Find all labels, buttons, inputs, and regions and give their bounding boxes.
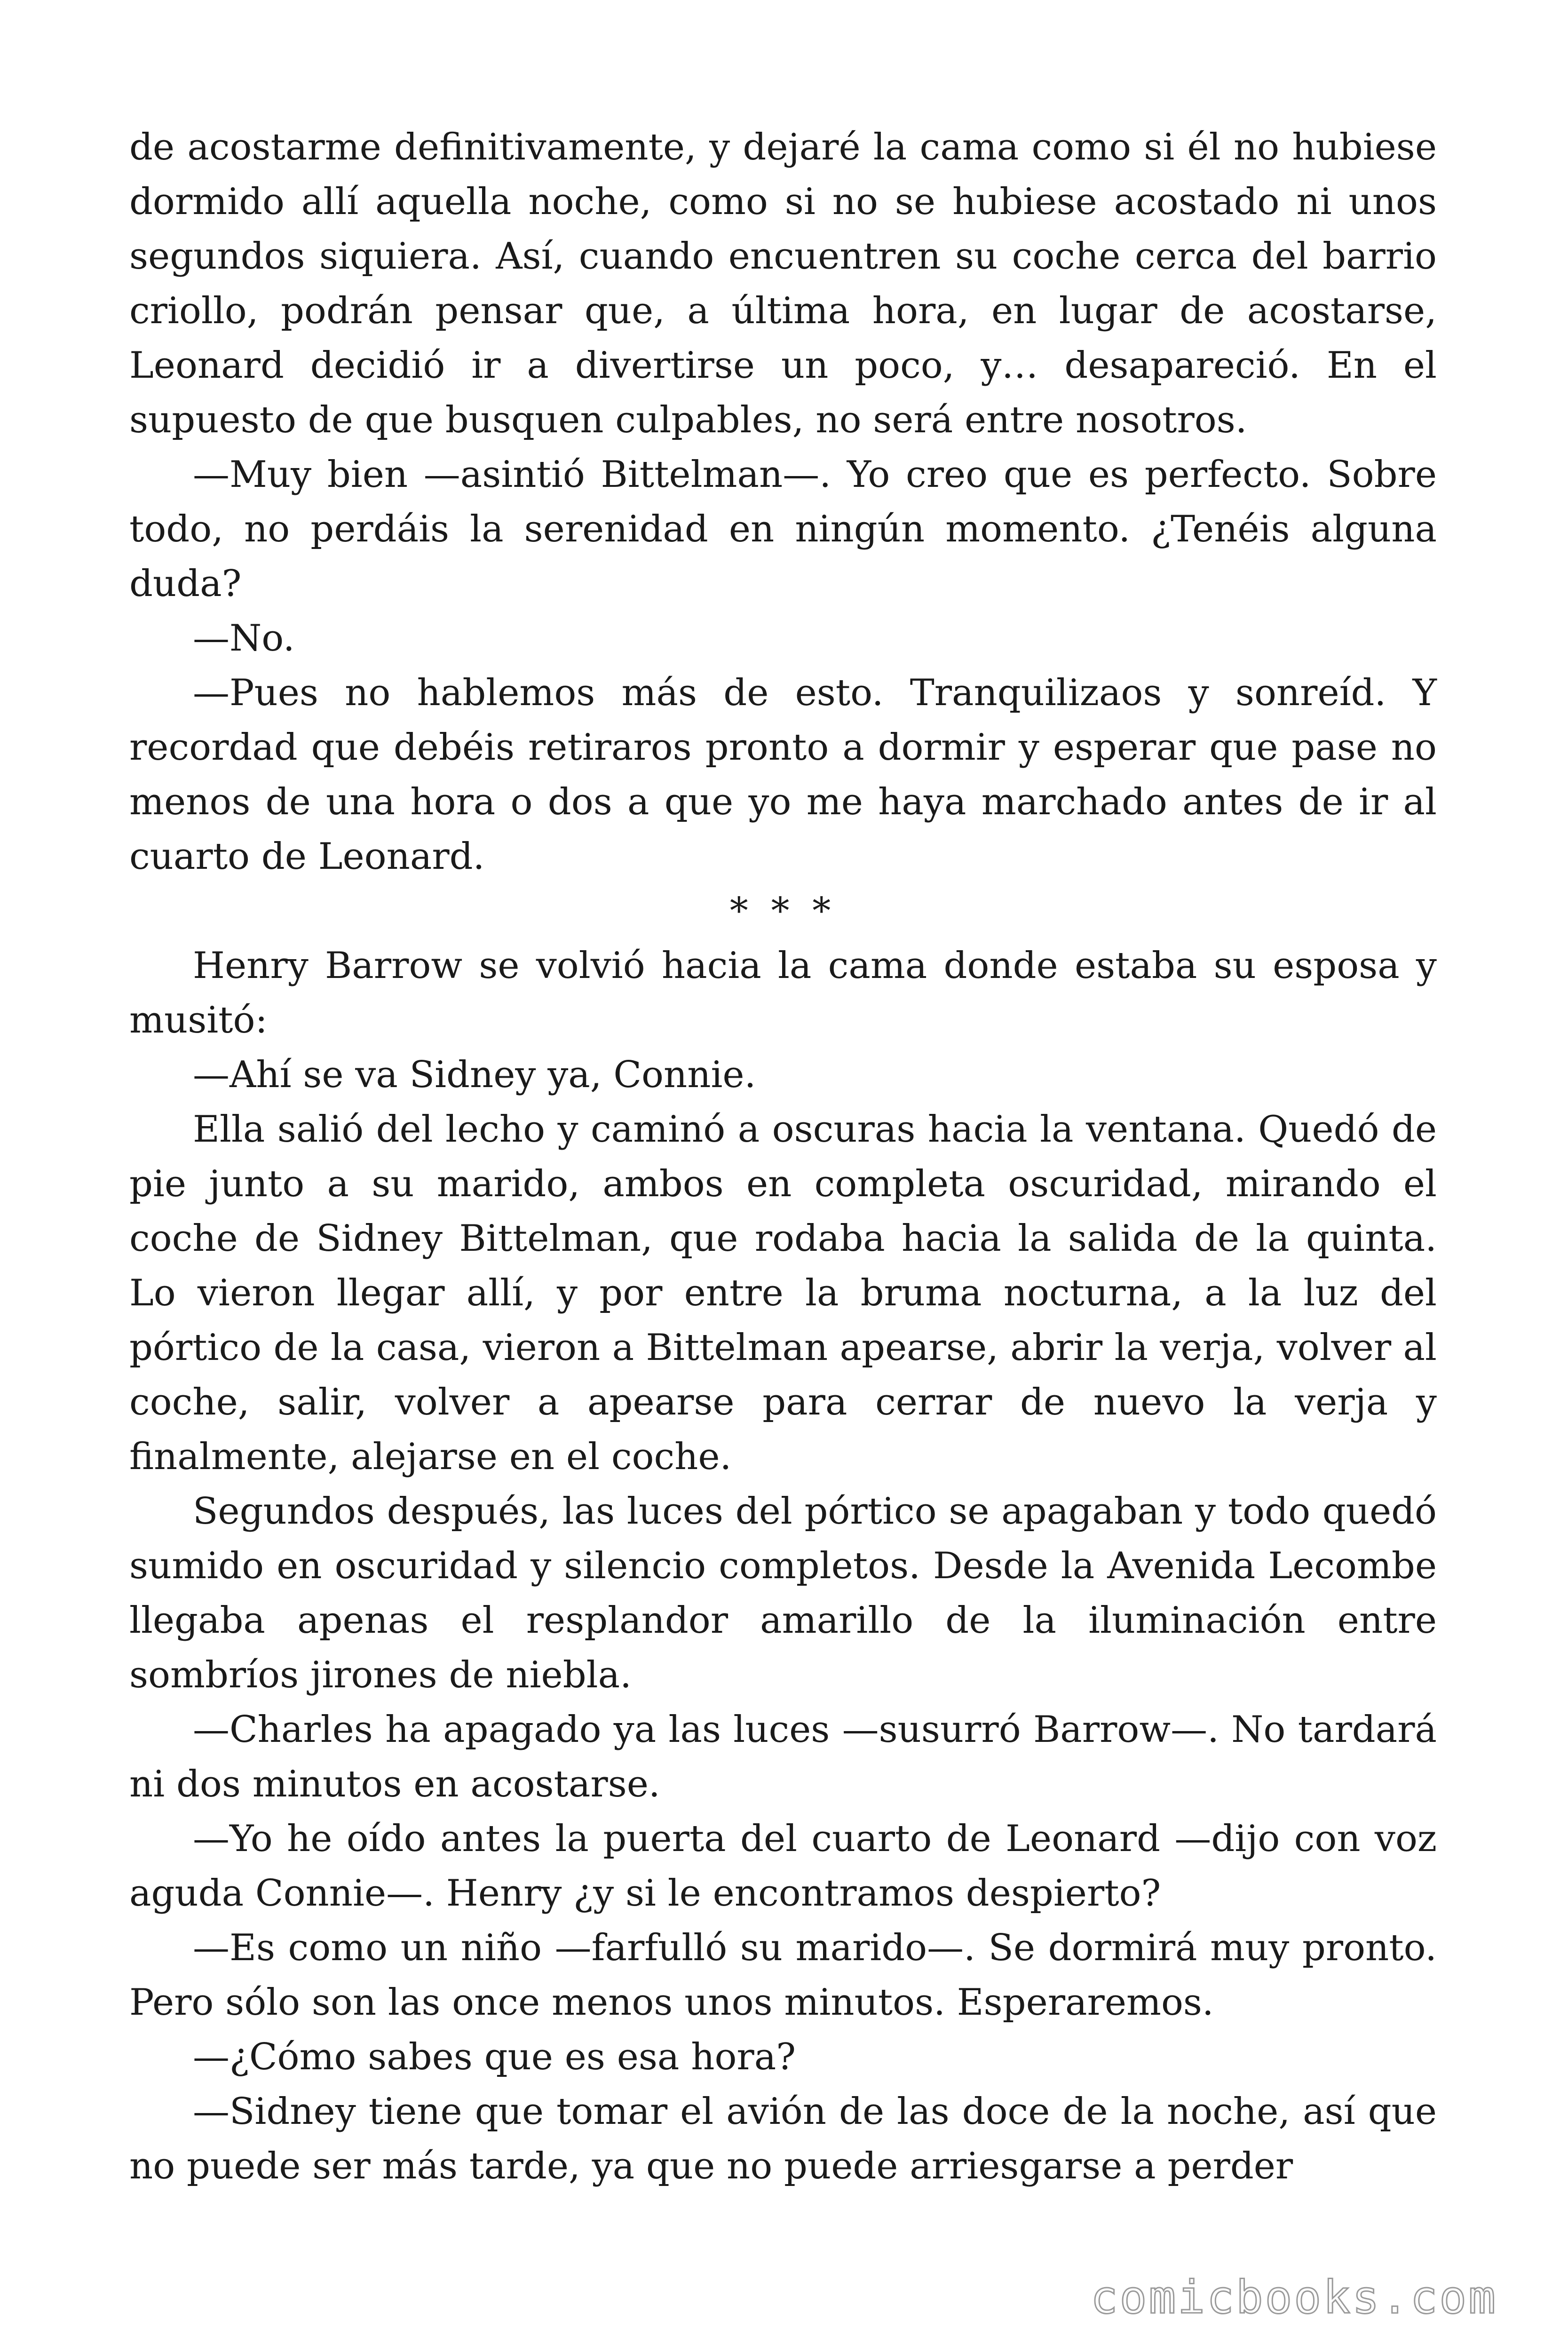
paragraph: —Sidney tiene que tomar el avión de las doce de la noche, así que no puede ser más tarde, ya que no puede arriesgarse a perder bbox=[129, 2090, 1437, 2187]
paragraph: Segundos después, las luces del pórtico se apagaban y todo quedó sumido en oscuridad y silencio completos. Desde la Avenida Lecombe llegaba apenas el resplandor amarillo de la iluminación entre sombríos jirones de niebla. bbox=[129, 1490, 1437, 1696]
paragraph: de acostarme definitivamente, y dejaré la cama como si él no hubiese dormido allí aquella noche, como si no se hubiese acostado ni unos segundos siquiera. Así, cuando encuentren su coche cerca del barrio criollo, podrán pensar que, a última hora, en lugar de acostarse, Leonard decidió ir a divertirse un poco, y… desapareció. En el supuesto de que busquen culpables, no será entre nosotros. bbox=[129, 126, 1437, 441]
paragraph: Ella salió del lecho y caminó a oscuras hacia la ventana. Quedó de pie junto a su marido, ambos en completa oscuridad, mirando el coche de Sidney Bittelman, que rodaba hacia la salida de la quinta. Lo vieron llegar allí, y por entre la bruma nocturna, a la luz del pórtico de la casa, vieron a Bittelman apearse, abrir la verja, volver al coche, salir, volver a apearse para cerrar de nuevo la verja y finalmente, alejarse en el coche. bbox=[129, 1108, 1437, 1478]
paragraph: —Pues no hablemos más de esto. Tranquilizaos y sonreíd. Y recordad que debéis retiraros pronto a dormir y esperar que pase no menos de una hora o dos a que yo me haya marchado antes de ir al cuarto de Leonard. bbox=[129, 672, 1437, 878]
paragraph: —Charles ha apagado ya las luces —susurró Barrow—. No tardará ni dos minutos en acostarse. bbox=[129, 1708, 1437, 1805]
paragraph: —¿Cómo sabes que es esa hora? bbox=[193, 2036, 796, 2078]
paragraph: Henry Barrow se volvió hacia la cama donde estaba su esposa y musitó: bbox=[129, 945, 1437, 1041]
page-body bbox=[129, 120, 1437, 2193]
paragraph: —Es como un niño —farfulló su marido—. Se dormirá muy pronto. Pero sólo son las once menos unos minutos. Esperaremos. bbox=[129, 1927, 1437, 2024]
watermark: comicbooks.com bbox=[1090, 2271, 1497, 2324]
paragraph: —Yo he oído antes la puerta del cuarto de Leonard —dijo con voz aguda Connie—. Henry ¿y si le encontramos despierto? bbox=[129, 1818, 1437, 1915]
paragraph: —Muy bien —asintió Bittelman—. Yo creo que es perfecto. Sobre todo, no perdáis la serenidad en ningún momento. ¿Tenéis alguna duda? bbox=[129, 453, 1437, 605]
paragraph: —Ahí se va Sidney ya, Connie. bbox=[193, 1054, 756, 1096]
paragraph: —No. bbox=[193, 617, 295, 660]
scene-break: * * * bbox=[729, 890, 837, 932]
